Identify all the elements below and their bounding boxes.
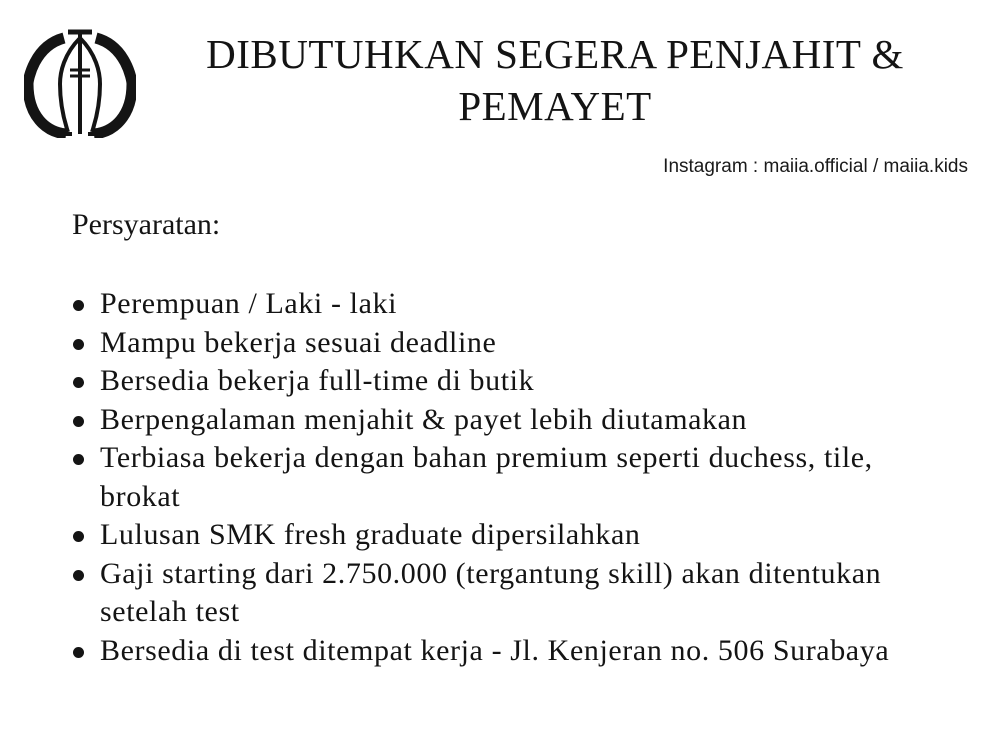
list-item-text: Bersedia bekerja full-time di butik [100,364,535,397]
bullet-icon [73,339,84,350]
list-item [72,285,952,324]
list-item-text: Lulusan SMK fresh graduate dipersilahkan [100,518,641,551]
list-item-text: Perempuan / Laki - laki [100,287,398,320]
instagram-handles: Instagram : maiia.official / maiia.kids [663,156,968,177]
list-item-text: Gaji starting dari 2.750.000 (tergantung skill) akan ditentukan setelah test [100,556,882,628]
maiia-monogram-icon [24,24,136,138]
list-item [72,324,952,363]
page-title: DIBUTUHKAN SEGERA PENJAHIT & PEMAYET [206,31,904,129]
bullet-icon [73,454,84,465]
list-item [72,516,952,555]
list-item-text: Bersedia di test ditempat kerja - Jl. Kenjeran no. 506 Surabaya [100,633,890,667]
bullet-icon [73,300,84,311]
bullet-icon [73,416,84,427]
list-item [72,632,952,671]
bullet-icon [73,570,84,581]
list-item [72,362,952,401]
list-item-text: Mampu bekerja sesuai deadline [100,325,497,359]
requirements-heading: Persyaratan: [72,208,221,241]
requirements-list [72,285,952,670]
list-item-text: Berpengalaman menjahit & payet lebih diutamakan [100,402,748,436]
bullet-icon [73,377,84,388]
list-item [72,439,952,516]
list-item [72,555,952,632]
bullet-icon [73,647,84,658]
bullet-icon [73,531,84,542]
list-item [72,401,952,440]
list-item-text: Terbiasa bekerja dengan bahan premium seperti duchess, tile, brokat [100,441,873,513]
